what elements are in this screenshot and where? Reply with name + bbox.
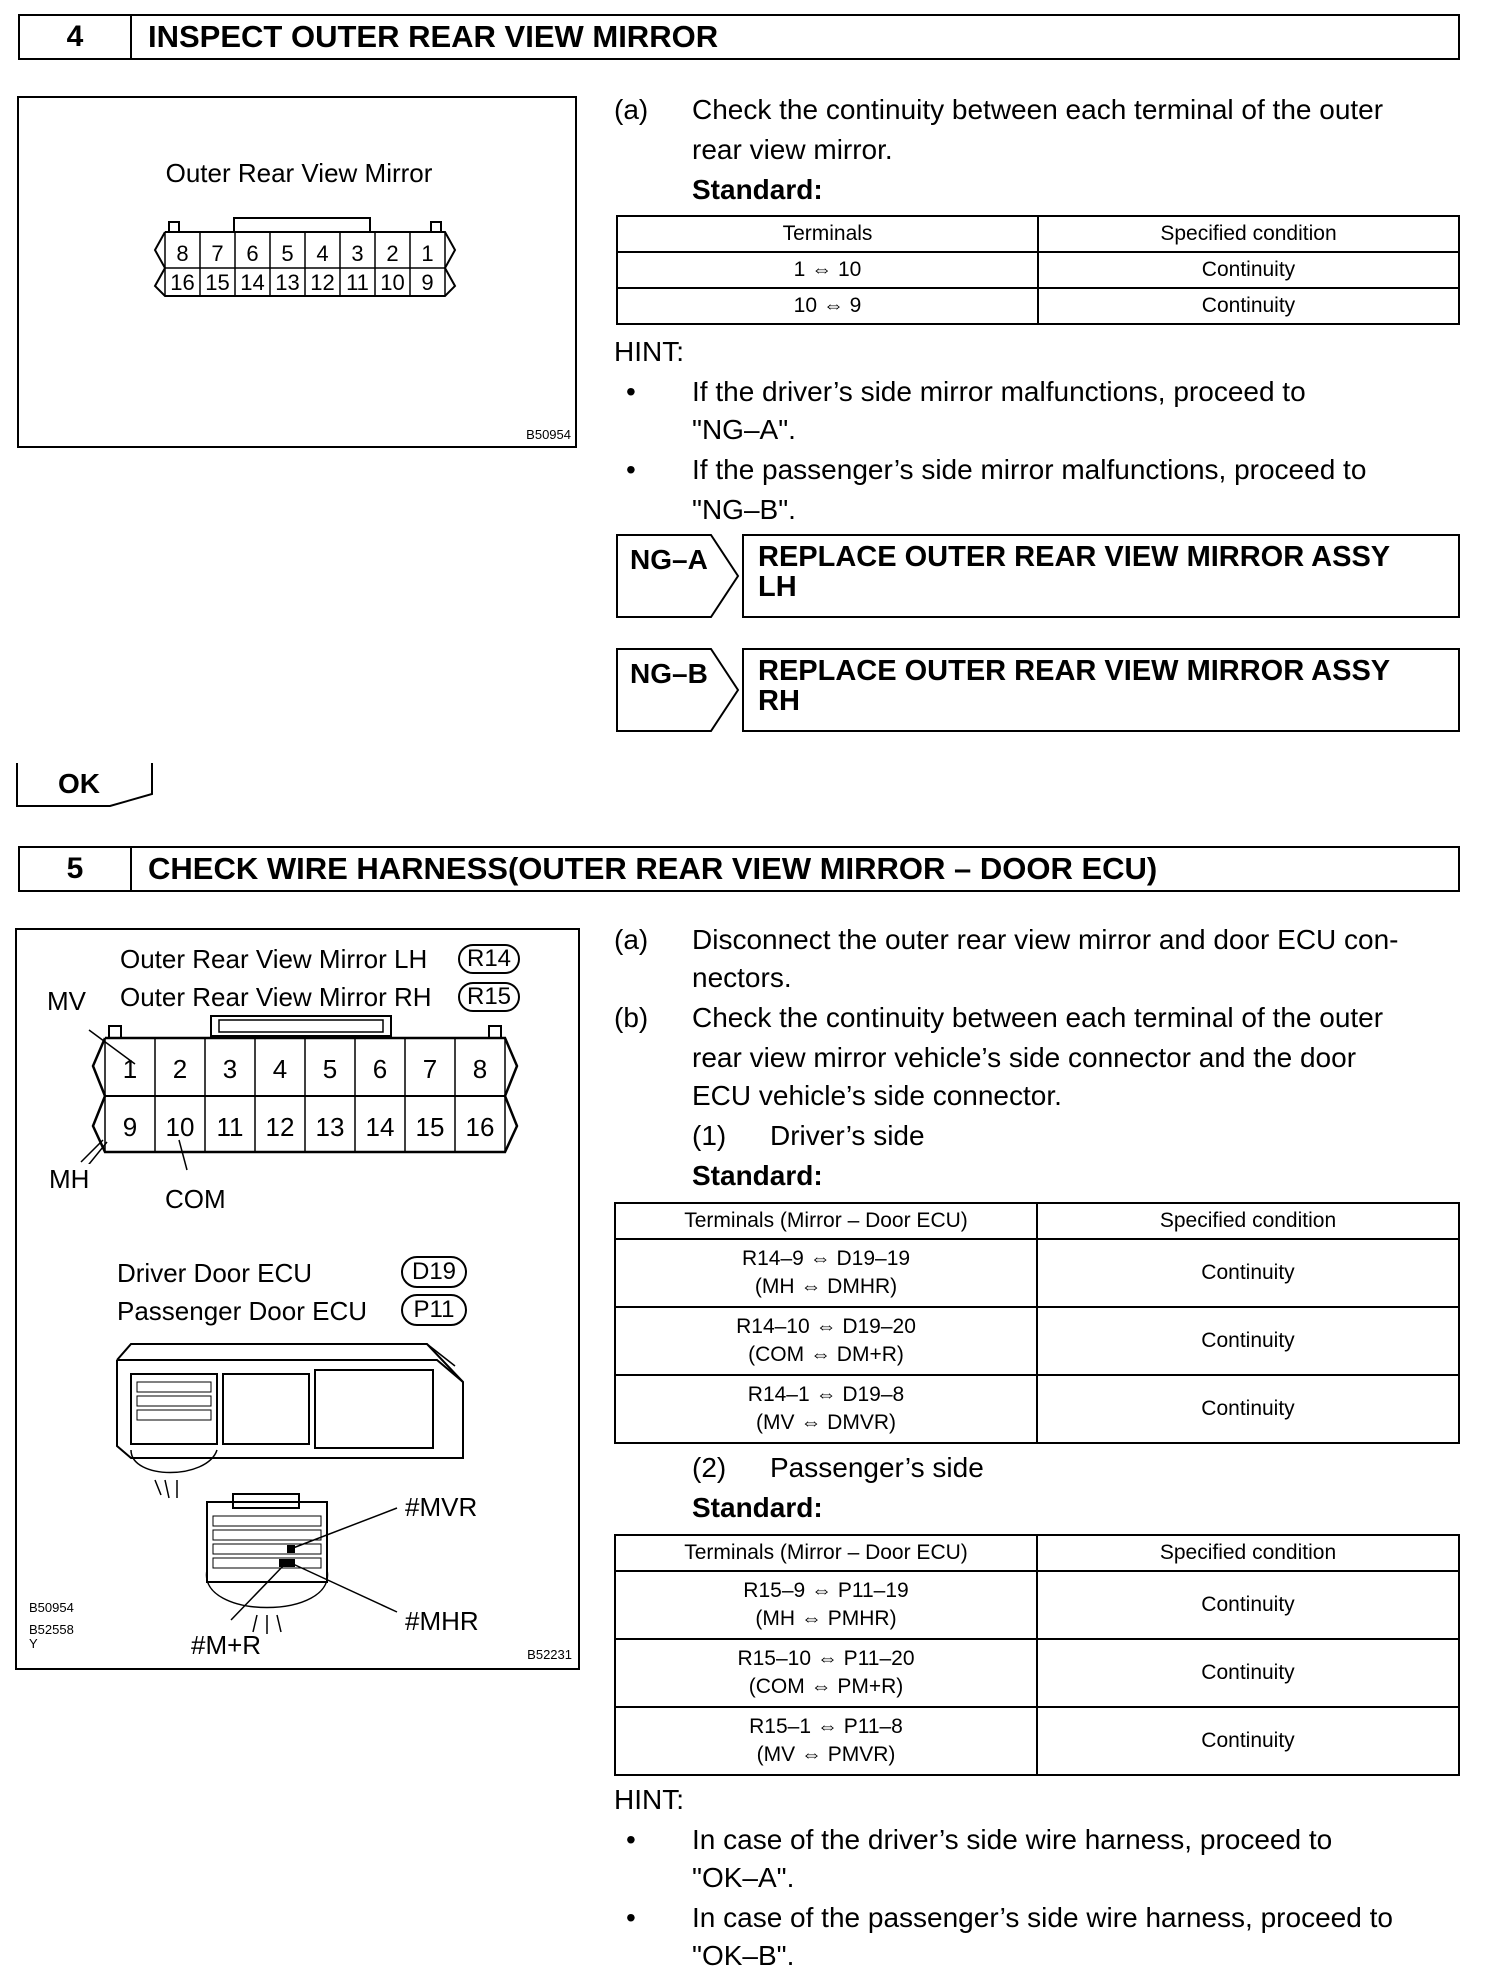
table-cell: Continuity	[1037, 1375, 1459, 1443]
table-header: Specified condition	[1038, 216, 1459, 252]
pin-number: 8	[472, 1054, 488, 1084]
ng-b-action-text-2: RH	[758, 685, 800, 717]
step-title: INSPECT OUTER REAR VIEW MIRROR	[148, 19, 719, 54]
pin-number: 16	[465, 1112, 495, 1142]
table-row	[615, 1639, 1459, 1707]
ng-a-action-text: REPLACE OUTER REAR VIEW MIRROR ASSY	[758, 541, 1391, 573]
table-cell: Continuity	[1037, 1707, 1459, 1775]
pin-number: 12	[310, 270, 335, 295]
table-row	[615, 1307, 1459, 1375]
step5-a-marker: (a)	[614, 924, 649, 955]
pin-number: 5	[281, 241, 294, 266]
ng-b-action-box	[742, 648, 1460, 732]
table-cell: 1 ⇔ 10	[617, 252, 1038, 288]
step4-a-text-1: Check the continuity between each terminal of the outer	[692, 94, 1384, 125]
table-cell: Continuity	[1037, 1571, 1459, 1639]
hint-label: HINT:	[614, 1784, 684, 1815]
code-d19: D19	[401, 1256, 467, 1288]
table-cell: R14–9 ⇔ D19–19 (MH ⇔ DMHR)	[615, 1239, 1037, 1307]
bullet: •	[626, 1824, 636, 1855]
hint-item-1: If the driver’s side mirror malfunctions, proceed to	[692, 376, 1306, 407]
com-label: COM	[165, 1184, 226, 1214]
driver-ecu-label: Driver Door ECU	[117, 1258, 313, 1288]
bullet: •	[626, 454, 636, 485]
bullet: •	[626, 1902, 636, 1933]
passenger-ecu-label: Passenger Door ECU	[117, 1296, 367, 1326]
figure-code: B50954	[526, 427, 571, 442]
table-row	[615, 1239, 1459, 1307]
step5-b-text-3: ECU vehicle’s side connector.	[692, 1080, 1062, 1111]
hint-item-2-cont: "OK–B".	[692, 1940, 795, 1971]
pin-number: 12	[265, 1112, 295, 1142]
mhr-label: #MHR	[405, 1606, 479, 1636]
ng-a-action-text-2: LH	[758, 571, 797, 603]
step5-passenger-table	[614, 1534, 1460, 1776]
hint-item-1-cont: "NG–A".	[692, 414, 796, 445]
pin-number: 14	[365, 1112, 395, 1142]
step4-a-text-2: rear view mirror.	[692, 134, 893, 165]
step-number: 4	[20, 16, 132, 58]
step5-b-text-1: Check the continuity between each terminal of the outer	[692, 1002, 1384, 1033]
hint-item-2: If the passenger’s side mirror malfunctions, proceed to	[692, 454, 1367, 485]
pin-number: 7	[211, 241, 224, 266]
standard-label: Standard:	[692, 1160, 823, 1191]
table-cell: Continuity	[1037, 1239, 1459, 1307]
table-cell: R14–10 ⇔ D19–20 (COM ⇔ DM+R)	[615, 1307, 1037, 1375]
mirror-rh-label: Outer Rear View Mirror RH	[120, 982, 432, 1012]
pin-number: 15	[205, 270, 230, 295]
pin-number: 6	[246, 241, 259, 266]
bullet: •	[626, 376, 636, 407]
table-header: Terminals	[617, 216, 1038, 252]
ok-label: OK	[58, 768, 100, 799]
pin-number: 11	[216, 1112, 244, 1142]
ng-b-label: NG–B	[630, 658, 708, 689]
step4-header	[18, 14, 1460, 60]
pin-number: 16	[170, 270, 195, 295]
pin-number: 1	[122, 1054, 138, 1084]
pin-number: 2	[172, 1054, 188, 1084]
sub-2-text: Passenger’s side	[770, 1452, 984, 1483]
step-title: CHECK WIRE HARNESS(OUTER REAR VIEW MIRROR – DOOR ECU)	[148, 851, 1158, 886]
step5-b-text-2: rear view mirror vehicle’s side connector and the door	[692, 1042, 1357, 1073]
step5-driver-table	[614, 1202, 1460, 1444]
table-row	[617, 252, 1459, 288]
mh-label: MH	[49, 1164, 90, 1194]
pin-number: 10	[165, 1112, 195, 1142]
mr-label: #M+R	[191, 1630, 262, 1660]
sub-1-text: Driver’s side	[770, 1120, 925, 1151]
pin-number: 6	[372, 1054, 388, 1084]
code-r15: R15	[458, 982, 520, 1012]
ng-a-label: NG–A	[630, 544, 708, 575]
pin-number: 4	[272, 1054, 288, 1084]
table-header: Terminals (Mirror – Door ECU)	[615, 1203, 1037, 1239]
figure-code: B52231	[527, 1647, 572, 1662]
pin-number: 2	[386, 241, 399, 266]
pin-number: 14	[240, 270, 265, 295]
table-cell: R15–10 ⇔ P11–20 (COM ⇔ PM+R)	[615, 1639, 1037, 1707]
pin-number: 9	[122, 1112, 138, 1142]
step4-figure	[17, 96, 577, 448]
table-row	[615, 1571, 1459, 1639]
hint-item-2: In case of the passenger’s side wire harness, proceed to	[692, 1902, 1393, 1933]
step5-a-text-1: Disconnect the outer rear view mirror and door ECU con-	[692, 924, 1399, 955]
standard-label: Standard:	[692, 1492, 823, 1523]
pin-number: 15	[415, 1112, 445, 1142]
pin-number: 10	[380, 270, 405, 295]
mirror-lh-label: Outer Rear View Mirror LH	[120, 944, 428, 974]
pin-number: 9	[421, 270, 434, 295]
pin-number: 1	[421, 241, 434, 266]
table-cell: 10 ⇔ 9	[617, 288, 1038, 324]
figure-code: B52558	[29, 1622, 74, 1637]
hint-item-1: In case of the driver’s side wire harness, proceed to	[692, 1824, 1333, 1855]
table-cell: Continuity	[1038, 252, 1459, 288]
pin-number: 7	[422, 1054, 438, 1084]
pin-number: 13	[315, 1112, 345, 1142]
pin-number: 3	[222, 1054, 238, 1084]
table-header: Specified condition	[1037, 1535, 1459, 1571]
hint-label: HINT:	[614, 336, 684, 367]
table-header: Terminals (Mirror – Door ECU)	[615, 1535, 1037, 1571]
standard-label: Standard:	[692, 174, 823, 205]
figure-label: Outer Rear View Mirror	[165, 158, 433, 188]
step5-b-marker: (b)	[614, 1002, 649, 1033]
step4-spec-table	[616, 215, 1460, 325]
step-number: 5	[20, 848, 132, 890]
door-ecu-illustration	[107, 1330, 577, 1650]
code-p11: P11	[401, 1294, 467, 1326]
hint-item-2-cont: "NG–B".	[692, 494, 796, 525]
table-cell: Continuity	[1037, 1639, 1459, 1707]
step4-a-marker: (a)	[614, 94, 649, 125]
code-r14: R14	[458, 944, 520, 974]
table-cell: R14–1 ⇔ D19–8 (MV ⇔ DMVR)	[615, 1375, 1037, 1443]
step5-header	[18, 846, 1460, 892]
table-row	[615, 1375, 1459, 1443]
leader-lines	[17, 930, 582, 1210]
mvr-label: #MVR	[405, 1492, 478, 1522]
pin-number: 4	[316, 241, 329, 266]
ng-b-action-text: REPLACE OUTER REAR VIEW MIRROR ASSY	[758, 655, 1391, 687]
table-row	[617, 288, 1459, 324]
ng-a-action-box	[742, 534, 1460, 618]
table-cell: Continuity	[1037, 1307, 1459, 1375]
table-cell: R15–1 ⇔ P11–8 (MV ⇔ PMVR)	[615, 1707, 1037, 1775]
connector-diagram	[149, 216, 479, 306]
hint-item-1-cont: "OK–A".	[692, 1862, 795, 1893]
pin-number: 8	[176, 241, 189, 266]
table-cell: Continuity	[1038, 288, 1459, 324]
sub-2-marker: (2)	[692, 1452, 727, 1483]
table-header: Specified condition	[1037, 1203, 1459, 1239]
sub-1-marker: (1)	[692, 1120, 727, 1151]
figure-code: B50954	[29, 1600, 74, 1615]
step5-a-text-2: nectors.	[692, 962, 792, 993]
table-cell: R15–9 ⇔ P11–19 (MH ⇔ PMHR)	[615, 1571, 1037, 1639]
pin-number: 11	[346, 270, 369, 295]
pin-number: 3	[351, 241, 364, 266]
mv-label: MV	[47, 986, 86, 1016]
pin-number: 5	[322, 1054, 338, 1084]
step5-figure	[15, 928, 580, 1670]
table-row	[615, 1707, 1459, 1775]
figure-code: Y	[29, 1636, 38, 1651]
pin-number: 13	[275, 270, 300, 295]
